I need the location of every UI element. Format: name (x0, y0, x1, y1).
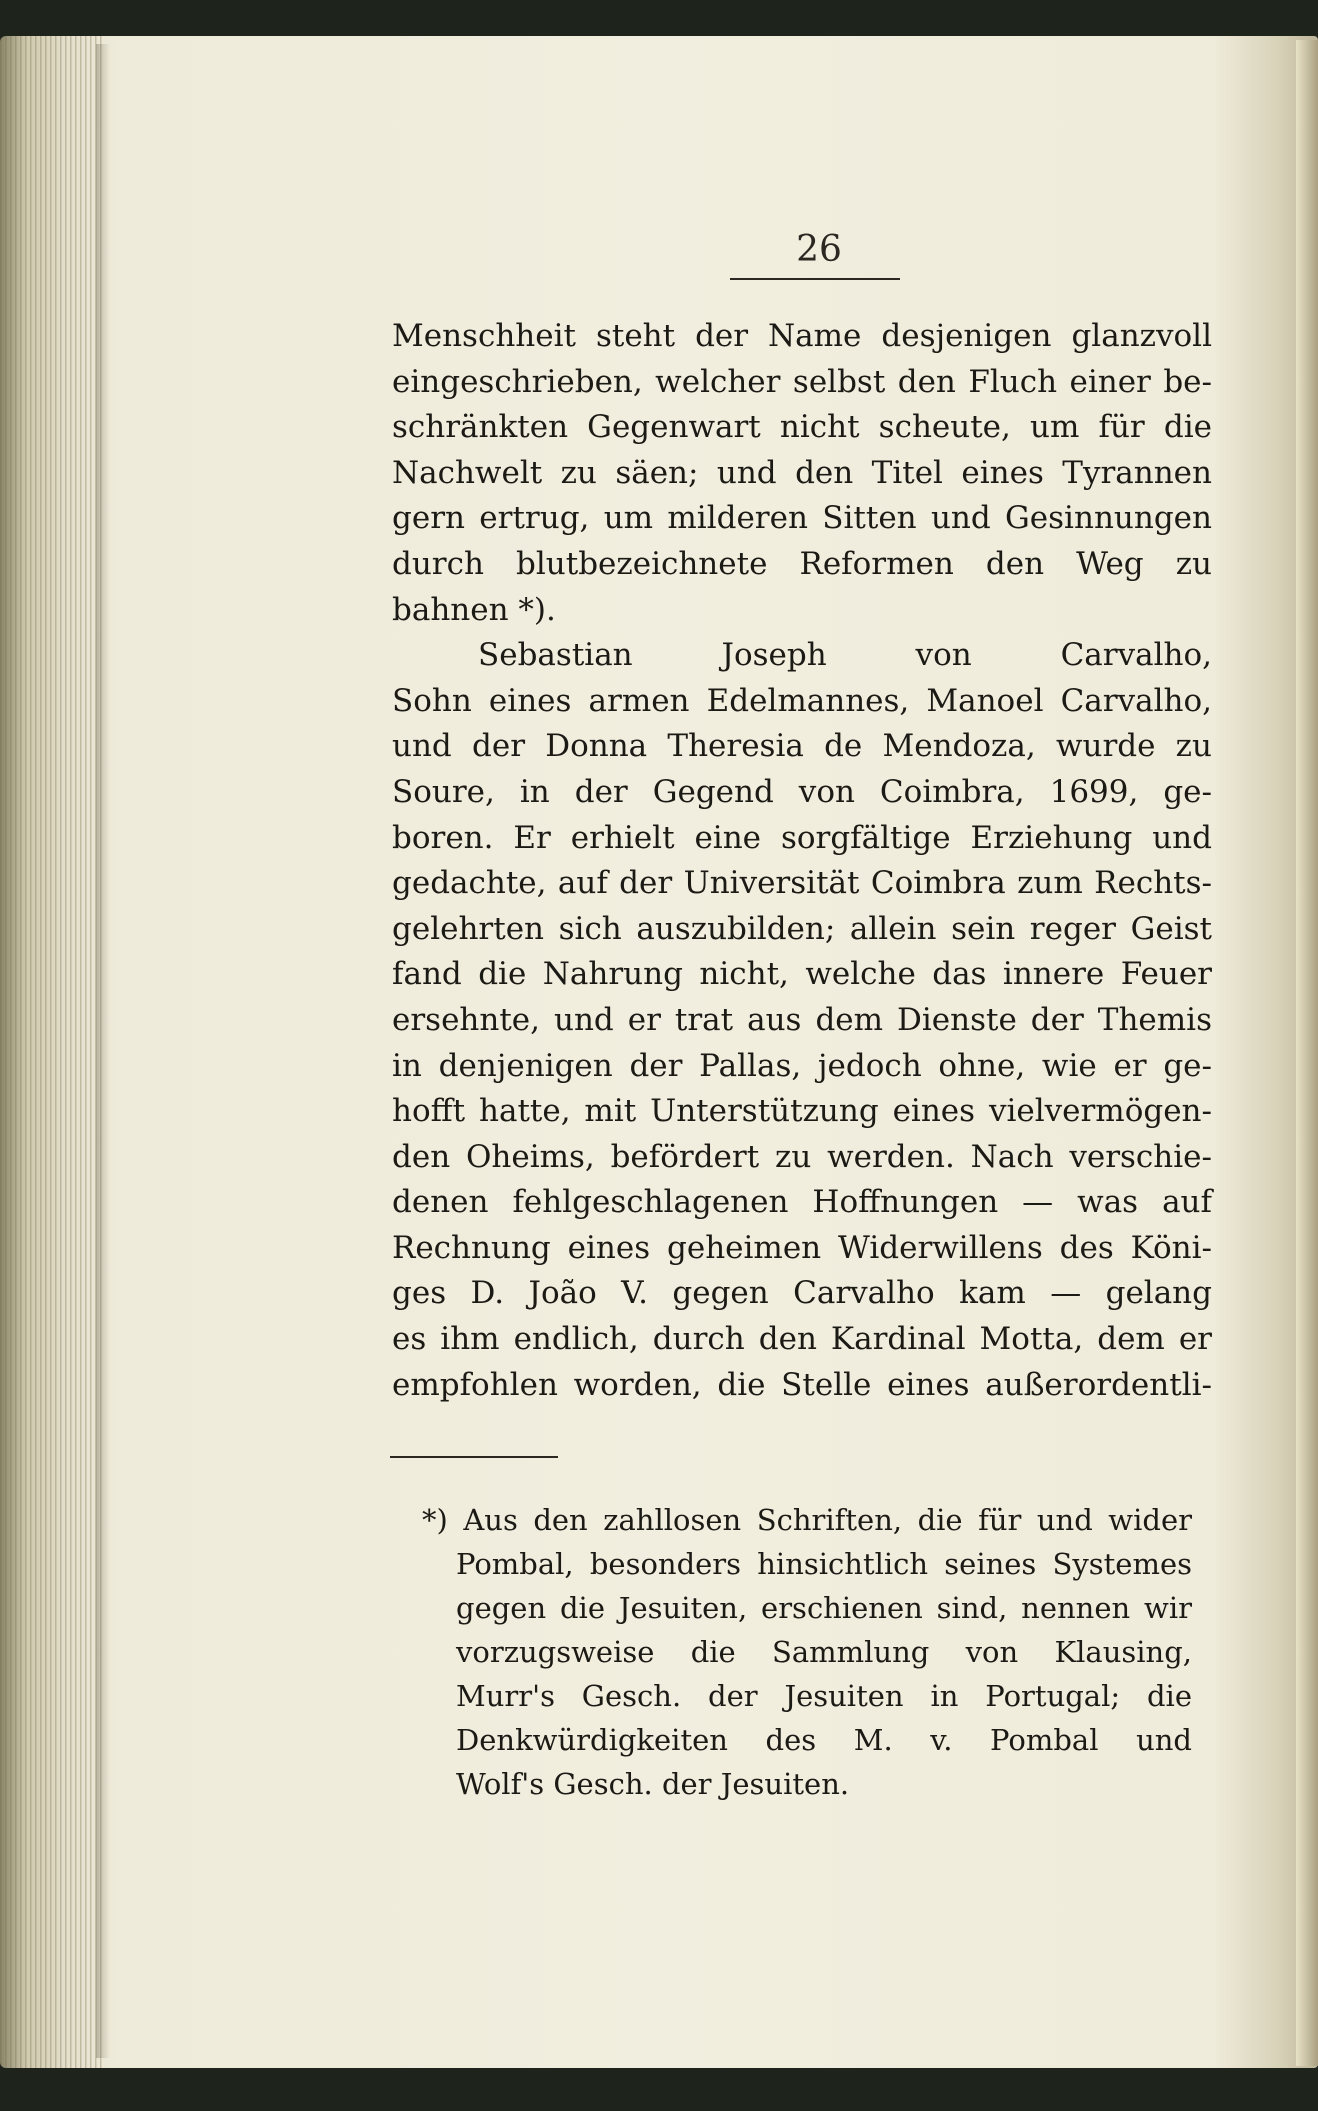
footnote-line: Denkwürdigkeiten des M. v. Pombal und (456, 1723, 1192, 1757)
footnote (422, 1498, 1192, 1806)
page-edges-stack (0, 36, 104, 2068)
body-line: ges D. João V. gegen Carvalho kam — gelang (392, 1275, 1212, 1312)
body-line: in denjenigen der Pallas, jedoch ohne, wie er ge- (392, 1047, 1212, 1084)
body-line: Rechnung eines geheimen Widerwillens des Köni- (392, 1229, 1212, 1266)
body-line: hofft hatte, mit Unterstützung eines vielvermögen- (392, 1093, 1212, 1130)
body-line: Nachwelt zu säen; und den Titel eines Tyrannen (392, 454, 1212, 491)
body-line: es ihm endlich, durch den Kardinal Motta, dem er (392, 1321, 1212, 1358)
body-line: gelehrten sich auszubilden; allein sein reger Geist (392, 910, 1212, 947)
body-line: eingeschrieben, welcher selbst den Fluch einer be- (392, 363, 1212, 400)
body-line: gedachte, auf der Universität Coimbra zum Rechts- (392, 865, 1212, 902)
right-page-edge (1296, 40, 1318, 2066)
page-number: 26 (796, 229, 842, 270)
body-text (392, 314, 1212, 1408)
body-line: durch blutbezeichnete Reformen den Weg zu (392, 545, 1212, 582)
body-line: Sohn eines armen Edelmannes, Manoel Carvalho, (392, 682, 1212, 719)
header-rule (730, 278, 900, 280)
body-line: bahnen *). (392, 591, 556, 628)
body-line: boren. Er erhielt eine sorgfältige Erziehung und (392, 819, 1212, 856)
footnote-line: vorzugsweise die Sammlung von Klausing, (456, 1635, 1192, 1669)
footnote-line: Murr's Gesch. der Jesuiten in Portugal; die (456, 1679, 1192, 1713)
gutter-shadow (96, 44, 110, 2058)
footnote-line: gegen die Jesuiten, erschienen sind, nennen wir (456, 1591, 1192, 1625)
footnote-line: Wolf's Gesch. der Jesuiten. (456, 1767, 850, 1801)
footnote-rule (390, 1456, 558, 1458)
body-line: ersehnte, und er trat aus dem Dienste der Themis (392, 1001, 1212, 1038)
body-line: schränkten Gegenwart nicht scheute, um für die (392, 409, 1212, 446)
body-line: denen fehlgeschlagenen Hoffnungen — was auf (392, 1184, 1212, 1221)
body-line: Sebastian Joseph von Carvalho, (478, 637, 1212, 674)
body-line: fand die Nahrung nicht, welche das innere Feuer (392, 956, 1212, 993)
body-line: und der Donna Theresia de Mendoza, wurde zu (392, 728, 1212, 765)
body-line: gern ertrug, um milderen Sitten und Gesinnungen (392, 500, 1212, 537)
body-line: empfohlen worden, die Stelle eines außerordentli- (392, 1366, 1212, 1403)
body-line: Menschheit steht der Name desjenigen glanzvoll (392, 318, 1212, 354)
body-line: den Oheims, befördert zu werden. Nach verschie- (392, 1138, 1212, 1175)
footnote-line: *) Aus den zahllosen Schriften, die für und wider (422, 1503, 1192, 1537)
body-line: Soure, in der Gegend von Coimbra, 1699, ge- (392, 773, 1212, 810)
footnote-line: Pombal, besonders hinsichtlich seines Systemes (456, 1547, 1192, 1581)
